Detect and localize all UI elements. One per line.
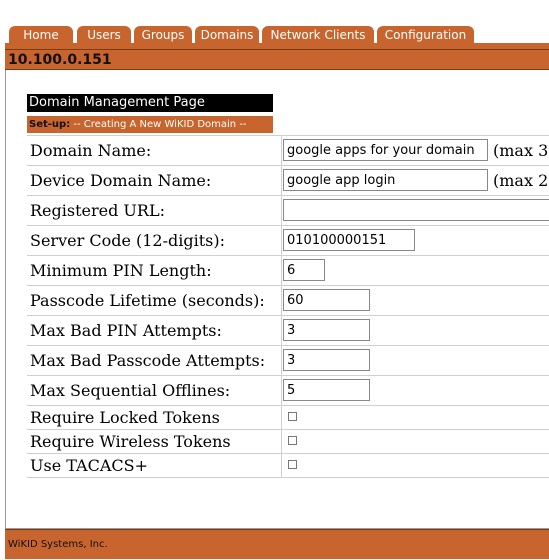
use-tacacs-label: Use TACACS+ — [30, 456, 149, 475]
tab-configuration[interactable]: Configuration — [377, 26, 474, 43]
setup-banner — [27, 116, 273, 133]
server-code-input[interactable] — [283, 229, 415, 251]
row-divider — [27, 135, 549, 136]
require-locked-tokens-checkbox[interactable] — [288, 412, 297, 421]
min-pin-length-label: Minimum PIN Length: — [30, 261, 212, 280]
row-divider — [27, 375, 549, 376]
min-pin-length-input[interactable] — [283, 259, 325, 281]
device-domain-name-hint: (max 2 — [493, 171, 549, 190]
device-domain-name-input[interactable] — [283, 169, 488, 191]
use-tacacs-checkbox[interactable] — [288, 460, 297, 469]
row-divider — [27, 477, 549, 478]
max-bad-passcode-label: Max Bad Passcode Attempts: — [30, 351, 266, 370]
row-divider — [27, 345, 549, 346]
page-title: Domain Management Page — [27, 94, 273, 112]
row-divider — [27, 225, 549, 226]
row-divider — [27, 405, 549, 406]
device-domain-name-label: Device Domain Name: — [30, 171, 212, 190]
row-divider — [27, 165, 549, 166]
domain-name-hint: (max 3 — [493, 141, 549, 160]
host-address: 10.100.0.151 — [5, 49, 549, 70]
server-code-label: Server Code (12-digits): — [30, 231, 225, 250]
tab-users[interactable]: Users — [77, 26, 131, 43]
registered-url-label: Registered URL: — [30, 201, 165, 220]
tab-home[interactable]: Home — [9, 26, 73, 43]
max-bad-passcode-input[interactable] — [283, 349, 370, 371]
max-sequential-offlines-label: Max Sequential Offlines: — [30, 381, 231, 400]
passcode-lifetime-input[interactable] — [283, 289, 370, 311]
domain-name-label: Domain Name: — [30, 141, 152, 160]
row-divider — [27, 315, 549, 316]
domain-name-input[interactable] — [283, 139, 488, 161]
row-divider — [27, 195, 549, 196]
registered-url-input[interactable] — [283, 199, 549, 221]
require-locked-tokens-label: Require Locked Tokens — [30, 408, 220, 427]
max-bad-pin-label: Max Bad PIN Attempts: — [30, 321, 222, 340]
require-wireless-tokens-checkbox[interactable] — [288, 436, 297, 445]
tab-domains[interactable]: Domains — [195, 26, 259, 43]
passcode-lifetime-label: Passcode Lifetime (seconds): — [30, 291, 265, 310]
max-bad-pin-input[interactable] — [283, 319, 370, 341]
row-divider — [27, 255, 549, 256]
footer: WiKID Systems, Inc. — [5, 529, 549, 559]
setup-text: -- Creating A New WiKID Domain -- — [73, 119, 247, 130]
max-sequential-offlines-input[interactable] — [283, 379, 370, 401]
require-wireless-tokens-label: Require Wireless Tokens — [30, 432, 231, 451]
row-divider — [27, 285, 549, 286]
setup-prefix: Set-up: — [29, 119, 71, 130]
tab-network-clients[interactable]: Network Clients — [262, 26, 374, 43]
row-divider — [27, 453, 549, 454]
row-divider — [27, 429, 549, 430]
column-divider — [281, 135, 282, 478]
tab-groups[interactable]: Groups — [134, 26, 192, 43]
